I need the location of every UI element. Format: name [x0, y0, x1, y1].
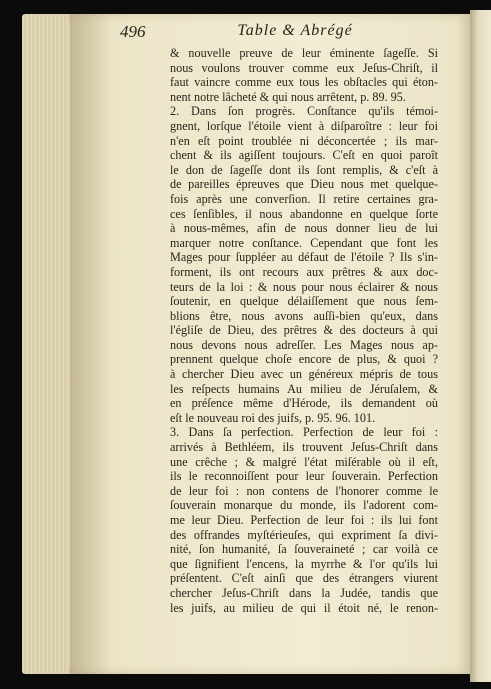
body-text [170, 46, 438, 615]
text-line: chercher Jeſus-Chriſt dans la Judée, tandis que [170, 585, 438, 600]
text-line: nent notre lâcheté & qui nous arrêtent, p. 89. 95. [170, 89, 406, 104]
running-head: Table & Abrégé [237, 22, 353, 39]
text-line: les reſpects humains Au milieu de Jéruſalem, & [170, 381, 438, 396]
text-line: 2. Dans ſon progrès. Conſtance qu'ils témoi- [170, 104, 438, 119]
text-line: forment, ils ont recours aux prêtres & aux doc- [170, 264, 438, 279]
text-line: prennent quelque choſe encore de plus, & quoi ? [170, 352, 438, 367]
facing-page-edge [470, 10, 491, 682]
text-line: n'en eſt point troublée ni déconcertée ; ils mar- [170, 133, 438, 148]
text-line: me leur Dieu. Perfection de leur foi : ils lui font [170, 513, 438, 527]
text-line: arrivés à Bethléem, ils trouvent Jeſus-Chriſt dans [170, 440, 438, 455]
text-line: les juifs, au milieu de qui il étoit né, le renon- [170, 600, 438, 615]
text-line: de pareilles épreuves que Dieu nous met quelque- [170, 177, 438, 192]
text-line: ſouverain monarque du monde, ils l'adorent com- [170, 498, 438, 513]
text-line: des offrandes myſtérieuſes, qui expriment ſa divi- [170, 527, 438, 542]
text-line: 3. Dans ſa perfection. Perfection de leur foi : [170, 425, 438, 440]
text-line: ils le reconnoiſſent pour leur ſouverain. Perfection [170, 469, 438, 484]
text-line: fois après une converſion. Il retire certaines gra- [170, 191, 438, 206]
text-line: nous devons nous adreſſer. Les Mages nous ap- [170, 337, 438, 352]
text-line: ſoutenir, en quelque délaiſſement que nous ſem- [170, 294, 438, 309]
text-line: chent & ils agiſſent toujours. C'eſt en quoi paroît [170, 148, 438, 163]
text-line: à chercher Dieu avec un généreux mépris de tous [170, 367, 438, 382]
text-line: gnent, lorſque l'étoile vient à diſparoître : leur foi [170, 118, 438, 133]
text-line: faut vaincre comme eux tous les obſtacles qui éton- [170, 75, 438, 90]
text-line: & nouvelle preuve de leur éminente ſageſſe. Si [170, 46, 438, 60]
text-line: le don de ſageſſe dont ils ſont remplis, & c'eſt à [170, 162, 438, 177]
gutter-shadow [70, 14, 110, 674]
text-line: à nous-mêmes, afin de nous donner lieu de lui [170, 221, 438, 236]
text-line: marquer notre conſtance. Cependant que font les [170, 235, 438, 250]
text-line: eſt le nouveau roi des juifs, p. 95. 96. 101. [170, 410, 376, 425]
text-line: de leur foi : non contens de l'honorer comme le [170, 483, 438, 498]
text-line: blions être, nous avons auſſi-bien qu'eux, dans [170, 308, 438, 323]
text-line: l'égliſe de Dieu, des prêtres & des docteurs à qui [170, 323, 438, 338]
text-line: en préſence même d'Hérode, ils demandent où [170, 396, 438, 411]
page-header [120, 22, 470, 44]
text-line: que ſignifient l'encens, la myrrhe & l'or qu'ils lui [170, 556, 438, 571]
text-line: Mages pour ſuppléer au défaut de l'étoile ? Ils s'in- [170, 250, 438, 265]
text-line: préſentent. C'eſt ainſi que des étrangers viurent [170, 571, 438, 586]
text-line: nous voulons trouver comme eux Jeſus-Chriſt, il [170, 60, 438, 75]
text-line: nité, ſon humanité, ſa ſouveraineté ; car voilà ce [170, 542, 438, 557]
text-line: teurs de la loi : & nous pour nous éclairer & nous [170, 279, 438, 294]
text-line: une crêche ; & malgré l'état miſérable où il eſt, [170, 454, 438, 469]
text-line: ces ſenſibles, il nous abandonne en quelque ſorte [170, 206, 438, 221]
page-number: 496 [120, 22, 146, 41]
